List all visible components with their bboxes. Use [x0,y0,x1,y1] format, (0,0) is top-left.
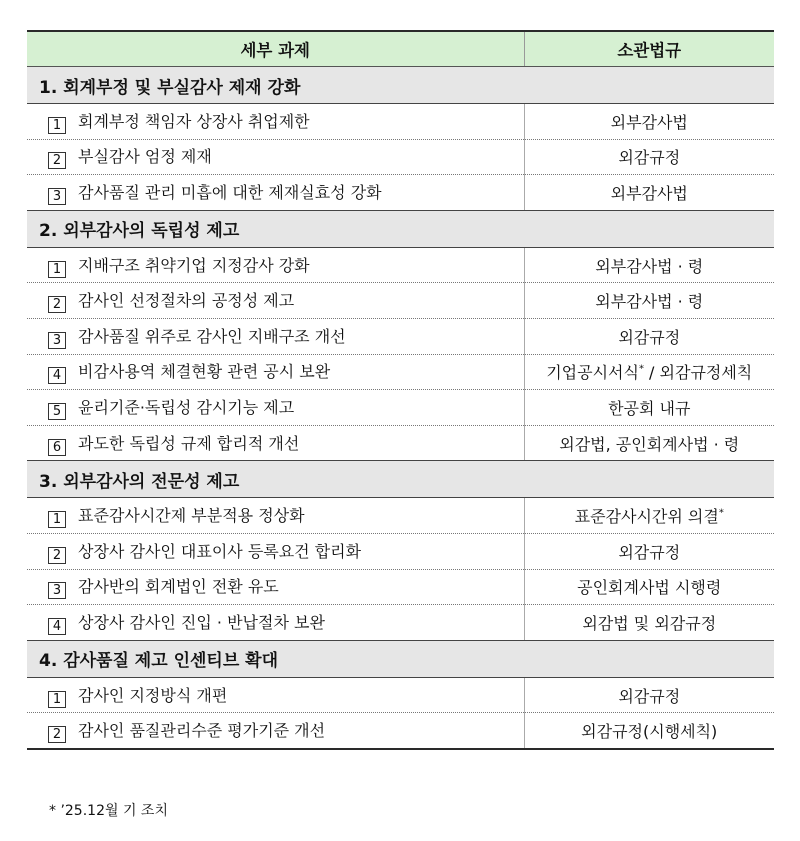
task-text: 지배구조 취약기업 지정감사 강화 [78,255,310,275]
table-row [27,390,774,426]
section-row [27,461,774,498]
law-text: 공인회계사법 시행령 [577,578,722,598]
task-cell [27,533,524,569]
table-body [27,67,774,749]
section-row [27,640,774,677]
item-number-box: 4 [48,367,66,384]
law-text: 기업공시서식 [546,363,639,383]
law-cell [524,318,774,354]
law-text: 외부감사법 [610,183,688,203]
footnote: * ’25.12월 기 조치 [49,803,168,819]
table-row [27,425,774,461]
item-number-box: 2 [48,296,66,313]
item-number-box: 3 [48,332,66,349]
section-title: 2. 외부감사의 독립성 제고 [27,210,774,247]
table-row [27,318,774,354]
task-cell [27,677,524,713]
section-row [27,210,774,247]
law-text: 한공회 내규 [608,398,691,418]
task-cell [27,175,524,211]
law-cell [524,390,774,426]
task-text: 감사인 지정방식 개편 [78,685,228,705]
law-text: 외감규정 [618,686,681,706]
item-number-box: 6 [48,439,66,456]
item-number-box: 3 [48,188,66,205]
law-text: 외부감사법 [610,112,688,132]
item-number-box: 2 [48,726,66,743]
item-number-box: 1 [48,117,66,134]
table-row [27,354,774,390]
table-row [27,247,774,283]
law-text-rest: / 외감규정세칙 [643,363,753,383]
law-cell [524,569,774,605]
law-cell [524,247,774,283]
law-cell [524,139,774,175]
task-text: 과도한 독립성 규제 합리적 개선 [78,433,300,453]
law-cell [524,104,774,140]
law-cell [524,533,774,569]
task-text: 감사반의 회계법인 전환 유도 [78,577,279,597]
law-cell [524,283,774,319]
task-cell [27,283,524,319]
task-text: 상장사 감사인 대표이사 등록요건 합리화 [78,541,362,561]
task-cell [27,498,524,534]
law-cell [524,498,774,534]
table-header-row [27,31,774,67]
table-row [27,175,774,211]
law-text: 외감규정(시행세칙) [581,722,718,742]
law-text: 외감규정 [618,542,681,562]
table-row [27,104,774,140]
header-task: 세부 과제 [27,31,524,67]
law-text: 외감법 및 외감규정 [582,613,717,633]
task-text: 회계부정 책임자 상장사 취업제한 [78,111,310,131]
item-number-box: 5 [48,403,66,420]
table-row [27,283,774,319]
table-row [27,713,774,749]
task-text: 감사품질 위주로 감사인 지배구조 개선 [78,326,346,346]
law-text: 외부감사법 · 령 [595,256,704,276]
task-text: 상장사 감사인 진입 · 반납절차 보완 [78,612,325,632]
task-cell [27,247,524,283]
law-text: 외감법, 공인회계사법 · 령 [559,434,740,454]
law-cell [524,713,774,749]
item-number-box: 2 [48,547,66,564]
law-text: 표준감사시간위 의결 [574,507,719,527]
table-row [27,139,774,175]
task-cell [27,139,524,175]
task-cell [27,605,524,641]
table-row [27,498,774,534]
item-number-box: 4 [48,618,66,635]
table-row [27,605,774,641]
reform-table [27,30,774,750]
item-number-box: 2 [48,152,66,169]
task-cell [27,713,524,749]
task-text: 비감사용역 체결현황 관련 공시 보완 [78,362,331,382]
reform-table-container [27,30,774,750]
section-title: 1. 회계부정 및 부실감사 제재 강화 [27,67,774,104]
law-text: 외감규정 [618,327,681,347]
law-cell [524,354,774,390]
item-number-box: 1 [48,691,66,708]
task-cell [27,390,524,426]
table-row [27,677,774,713]
header-law: 소관법규 [524,31,774,67]
task-cell [27,104,524,140]
section-title: 4. 감사품질 제고 인센티브 확대 [27,640,774,677]
task-cell [27,425,524,461]
task-text: 부실감사 엄정 제재 [78,147,212,167]
table-row [27,533,774,569]
item-number-box: 3 [48,582,66,599]
section-title: 3. 외부감사의 전문성 제고 [27,461,774,498]
task-cell [27,569,524,605]
task-cell [27,354,524,390]
law-text: 외감규정 [618,148,681,168]
law-text: 외부감사법 · 령 [595,292,704,312]
footnote-mark: * [638,364,644,376]
task-cell [27,318,524,354]
task-text: 감사인 품질관리수준 평가기준 개선 [78,721,326,741]
footnote-mark: * [718,507,724,519]
item-number-box: 1 [48,511,66,528]
law-cell [524,605,774,641]
item-number-box: 1 [48,261,66,278]
table-row [27,569,774,605]
law-cell [524,425,774,461]
law-cell [524,677,774,713]
task-text: 표준감사시간제 부분적용 정상화 [78,506,305,526]
section-row [27,67,774,104]
law-cell [524,175,774,211]
task-text: 윤리기준·독립성 감시기능 제고 [78,397,295,417]
task-text: 감사인 선정절차의 공정성 제고 [78,291,295,311]
task-text: 감사품질 관리 미흡에 대한 제재실효성 강화 [78,182,382,202]
